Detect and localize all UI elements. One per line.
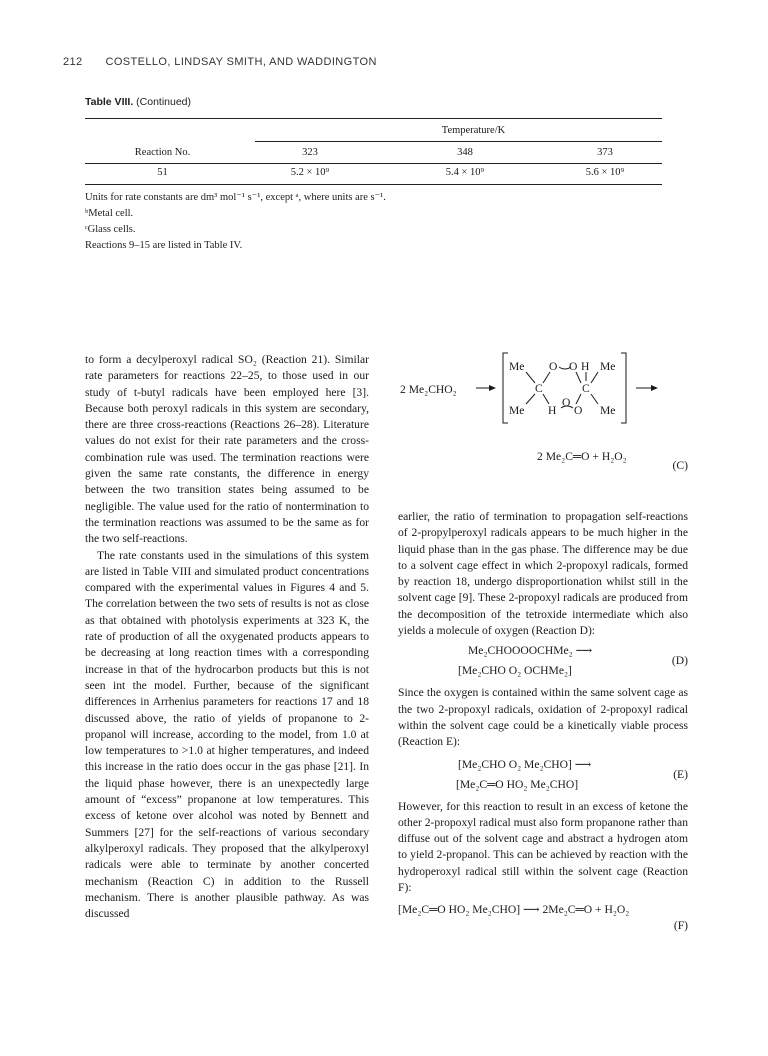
table-continued: (Continued) xyxy=(136,96,192,108)
reaction-d-line-2: [Me₂CHO O₂ OCHMe₂] xyxy=(458,664,572,678)
table-top-rule xyxy=(85,118,662,119)
reaction-f xyxy=(398,902,688,940)
table-cell-348: 5.4 × 10⁹ xyxy=(445,167,485,178)
reaction-f-line-1: [Me₂C═O HO₂ Me₂CHO] ⟶ 2Me₂C═O + H₂O₂ xyxy=(398,903,630,917)
ts-atom: O xyxy=(569,360,578,373)
ts-bracket-right xyxy=(621,353,626,423)
reaction-c-label: (C) xyxy=(672,459,688,472)
table-title xyxy=(85,96,191,108)
rate-constant-table xyxy=(85,113,662,191)
table-bottom-rule xyxy=(85,184,662,185)
ts-atom: O xyxy=(549,360,558,373)
ts-atom: Me xyxy=(600,404,616,417)
col-header-reaction: Reaction No. xyxy=(134,147,191,158)
left-paragraph-1: to form a decylperoxyl radical SO₂ (Reaction 21). Similar rate parameters for reactions 22–25, to those used in our study of t-butyl radicals have been employed here [3]. Because both peroxyl radicals in this system are secondary, there are three cross-reactions (Reactions 26–28). Literature values do not exist for their rate parameters and the cross-combination rule was used. The termination reactions were given the same rate constants, the difference in energy between the two transition states being assumed to be negligible. The value used for the ratio of nontermination to the termination reactions was assumed to be the same as for the two self-reactions. xyxy=(85,353,369,546)
table-notes xyxy=(85,190,386,254)
reaction-d-line-1: Me₂CHOOOOCHMe₂ ⟶ xyxy=(468,644,593,658)
table-note-metal: ᵇMetal cell. xyxy=(85,208,134,219)
table-label: Table VIII. xyxy=(85,96,134,108)
reaction-e xyxy=(398,753,688,795)
reaction-c-scheme xyxy=(398,350,698,480)
ts-atom: C xyxy=(535,382,543,395)
left-paragraph-2: The rate constants used in the simulations of this system are listed in Table VIII and simulated product concentrations compared with the experimental values in Figures 4 and 5. The correlation between the two sets of results is not as close as that obtained with photolysis experiments at 323 K, the rate of production of all the oxygenated products appears to be decreasing at long reaction times with a corresponding increase in that of the hydrocarbon products but this is not seen int the model. Further, because of the significant differences in Arrhenius parameters for reactions 17 and 18 discussed above, the ratio of yields of propanone to 2-propanol will increase, according to the model, from 1.0 at low temperatures to >1.0 at higher temperatures, and indeed this increase in the ratio does occur in the gas phase [21]. In the liquid phase however, there is an unexpectedly large amount of “excess” propanone at low temperatures. This excess of ketone over alcohol was noted by Bennett and Summers [27] for the self-reactions of various secondary alkylperoxyl radicals. They proposed that the alkylperoxyl radicals were able to terminate by another concerted mechanism (Reaction C) in addition to the Russell mechanism. There is another plausible pathway. As was discussed xyxy=(85,548,369,921)
reaction-c-reactant: 2 Me₂CHO₂ xyxy=(400,383,457,396)
ts-atom: Me xyxy=(600,360,616,373)
table-row-reaction: 51 xyxy=(157,167,168,178)
right-paragraph-2: Since the oxygen is contained within the same solvent cage as the two 2-propoxyl radicals, oxidation of 2-propoxyl radical within the solvent cage could be a kinetically viable process (Reaction E): xyxy=(398,686,688,749)
reaction-e-line-1: [Me₂CHO O₂ Me₂CHO] ⟶ xyxy=(458,757,592,771)
header-rule xyxy=(85,163,662,164)
reaction-d-label: (D) xyxy=(671,654,688,668)
reaction-c-products: 2 Me₂C═O + H₂O₂ xyxy=(537,450,627,463)
ts-atom: O xyxy=(574,404,583,417)
ts-atom: H xyxy=(548,404,557,417)
table-spanner-header: Temperature/K xyxy=(441,125,506,136)
ts-atom: O xyxy=(562,396,571,409)
right-paragraph-3: However, for this reaction to result in an excess of ketone the other 2-propoxyl radical must also form propanone rather than diffuse out of the solvent cage and abstract a hydrogen atom to yield 2-propanol. This can be achieved by reaction with the hydroperoxyl radical still within the solvent cage (Reaction F): xyxy=(398,799,688,895)
reaction-f-label: (F) xyxy=(673,919,688,933)
table-cell-323: 5.2 × 10⁹ xyxy=(290,167,330,178)
right-column xyxy=(398,509,688,940)
col-header-temp-373: 373 xyxy=(597,147,613,158)
spanner-rule xyxy=(255,141,662,142)
col-header-temp-348: 348 xyxy=(457,147,473,158)
ts-atom: Me xyxy=(509,360,525,373)
table-cell-373: 5.6 × 10⁹ xyxy=(585,167,625,178)
table-note-glass: ᶜGlass cells. xyxy=(85,224,136,235)
table-note-units: Units for rate constants are dm³ mol⁻¹ s⁻¹, except ᵃ, where units are s⁻¹. xyxy=(85,192,386,203)
ts-bracket-left xyxy=(503,353,508,423)
right-paragraph-1: earlier, the ratio of termination to propagation self-reactions of 2-propylperoxyl radicals appears to be much higher in the liquid phase than in the gas phase. The difference may be due to a solvent cage effect in which 2-propoxyl radicals, formed by reaction 18, undergo disproportionation whilst still in the solvent cage [9]. These 2-propoxyl radicals are produced from the decomposition of the tetroxide intermediate which also yields a molecule of oxygen (Reaction D): xyxy=(398,510,688,638)
ts-atom: C xyxy=(582,382,590,395)
ts-atom: H xyxy=(581,360,590,373)
reaction-c-transition-state xyxy=(398,350,698,430)
reaction-e-label: (E) xyxy=(673,767,688,781)
running-header xyxy=(63,56,377,68)
table-note-reactions: Reactions 9–15 are listed in Table IV. xyxy=(85,240,243,251)
col-header-temp-323: 323 xyxy=(302,147,318,158)
running-title: COSTELLO, LINDSAY SMITH, AND WADDINGTON xyxy=(105,56,377,68)
reaction-e-line-2: [Me₂C═O HO₂ Me₂CHO] xyxy=(456,777,579,791)
page-number: 212 xyxy=(63,56,83,68)
reaction-c-arrow-1 xyxy=(476,385,496,391)
reaction-d xyxy=(398,641,688,683)
reaction-c-arrow-2 xyxy=(636,385,658,391)
ts-atom: Me xyxy=(509,404,525,417)
left-column xyxy=(85,352,369,922)
